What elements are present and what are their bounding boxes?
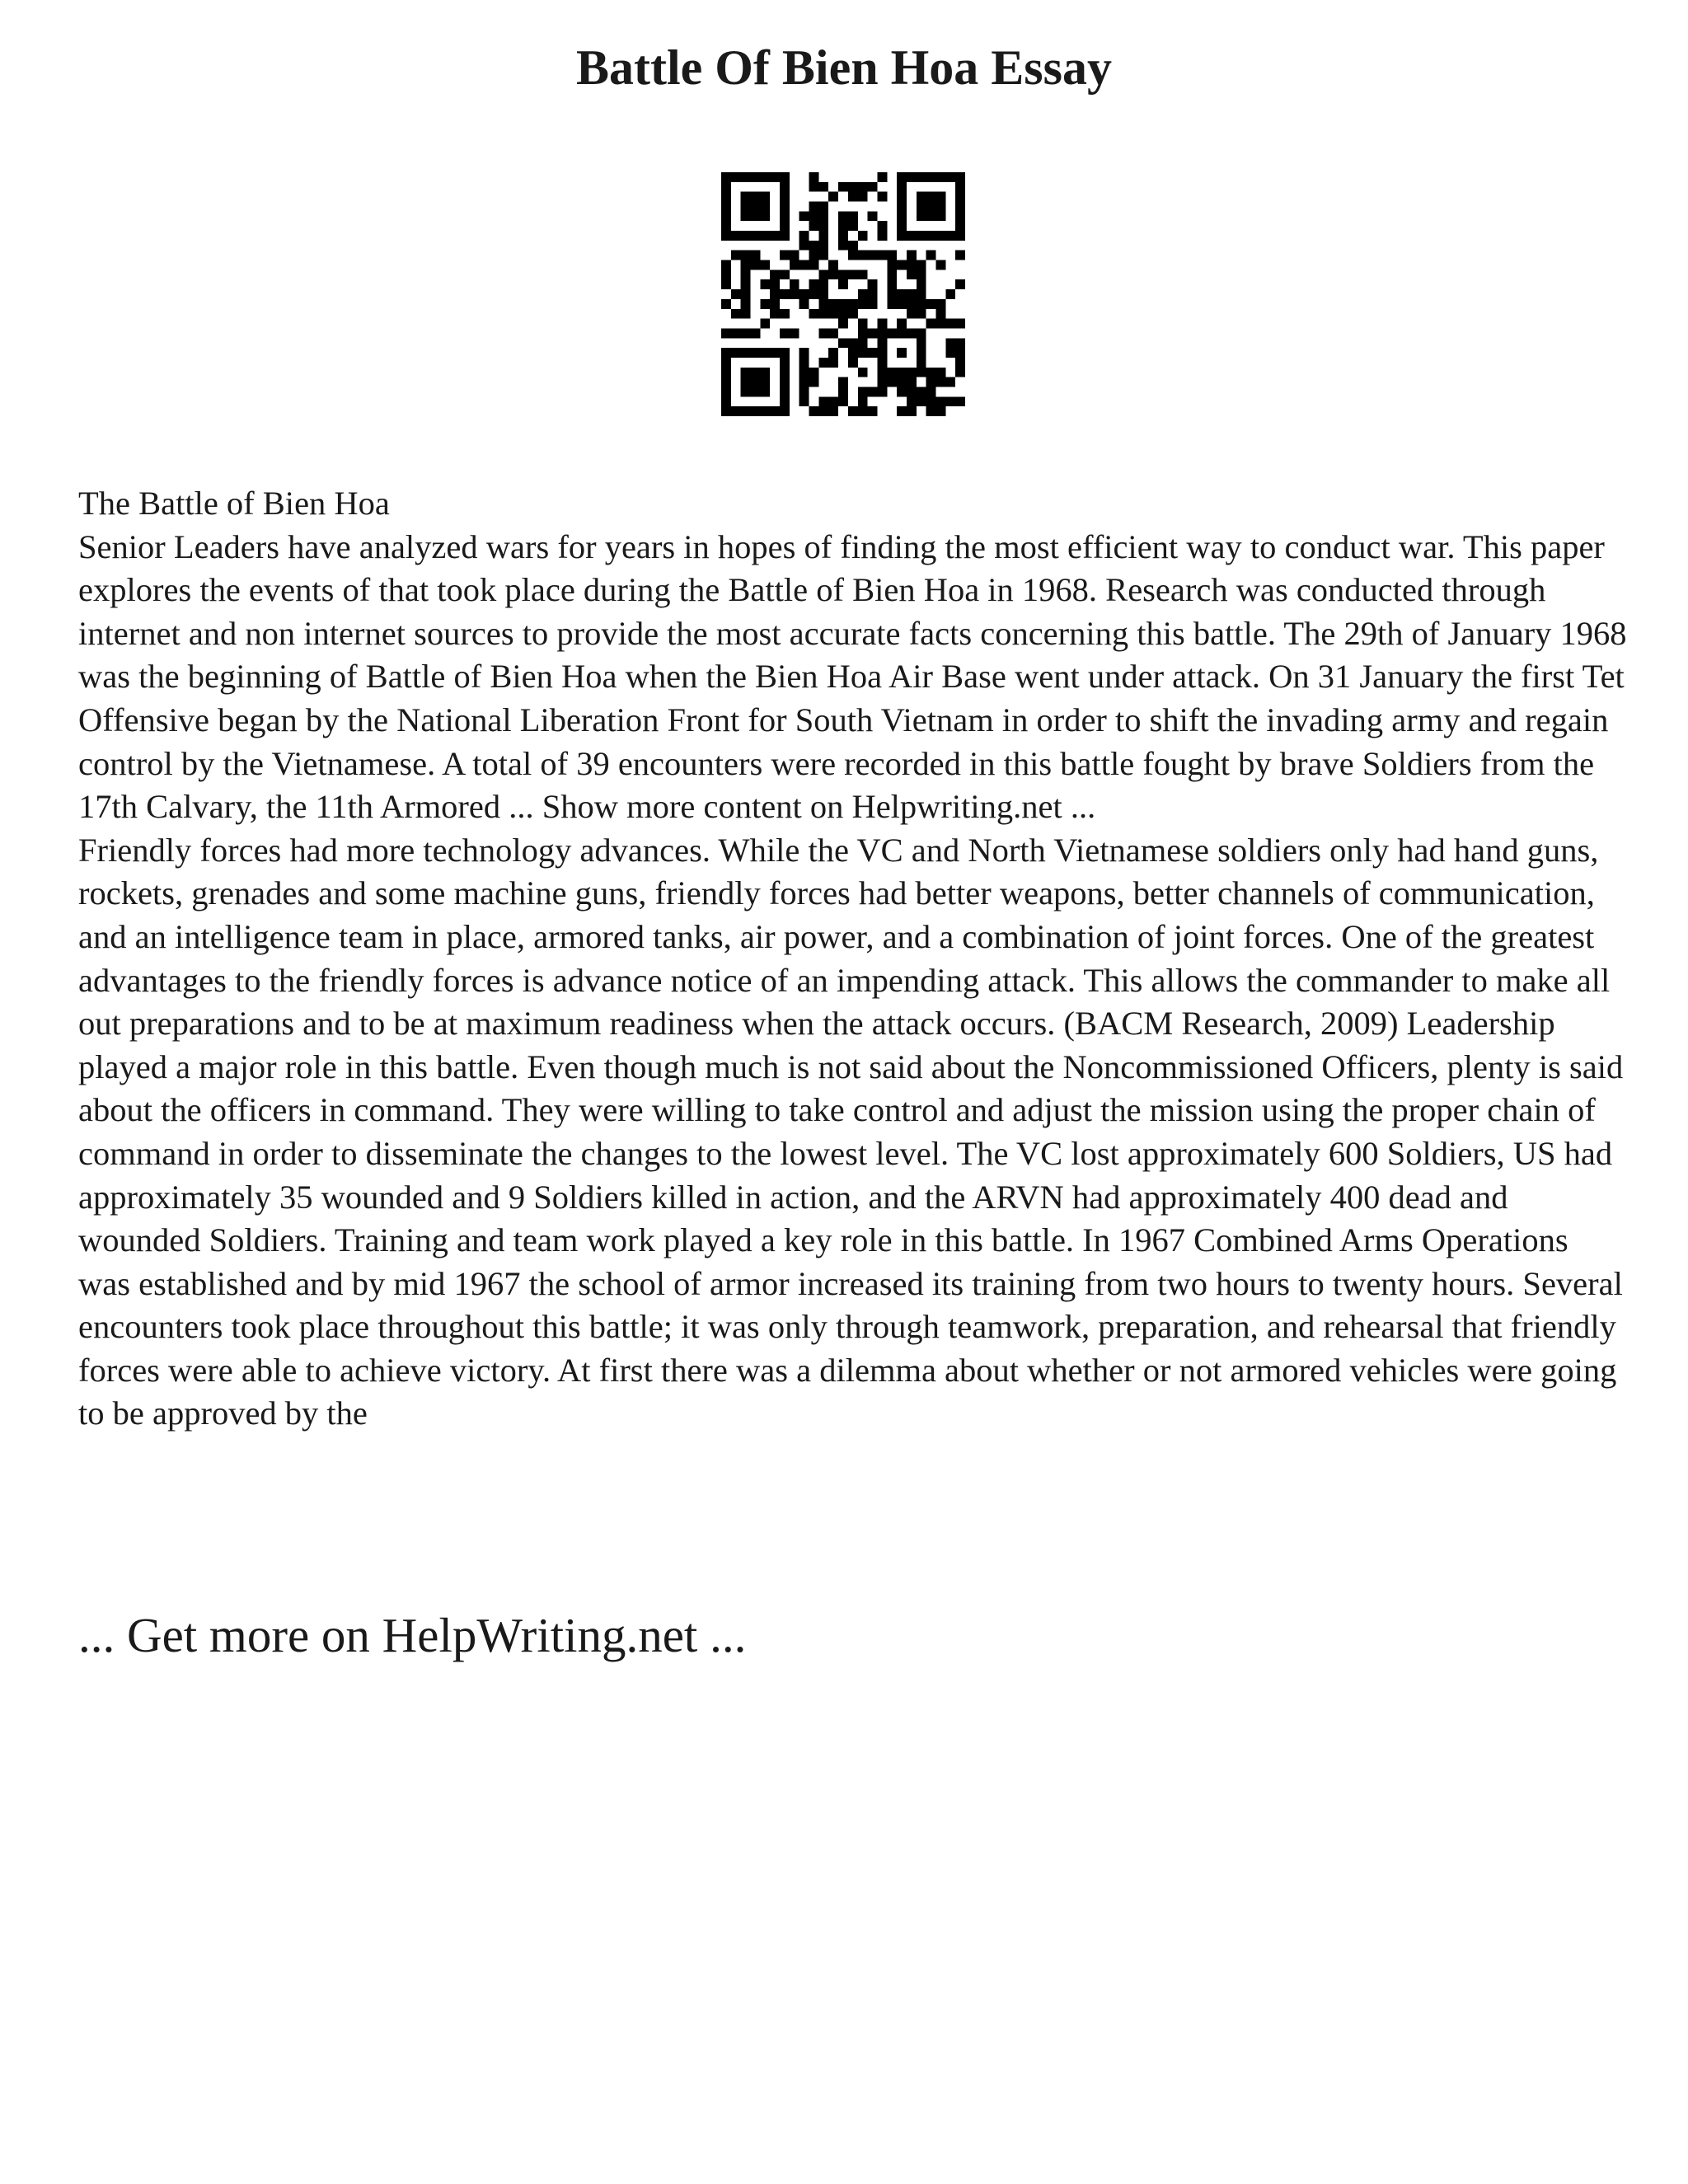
essay-paragraph: Friendly forces had more technology advances. While the VC and North Vietnamese soldiers only had hand guns, rockets, grenades and some machine guns, friendly forces had better weapons, better channels of communication, and an intelligence team in place, armored tanks, air power, and a combination of joint forces. One of the greatest advantages to the friendly forces is advance notice of an impending attack. This allows the commander to make all out preparations and to be at maximum readiness when the attack occurs. (BACM Research, 2009) Leadership played a major role in this battle. Even though much is not said about the Noncommissioned Officers, plenty is said about the officers in command. They were willing to take control and adjust the mission using the proper chain of command in order to disseminate the changes to the lowest level. The VC lost approximately 600 Soldiers, US had approximately 35 wounded and 9 Soldiers killed in action, and the ARVN had approximately 400 dead and wounded Soldiers. Training and team work played a key role in this battle. In 1967 Combined Arms Operations was established and by mid 1967 the school of armor increased its training from two hours to twenty hours. Several encounters took place throughout this battle; it was only through teamwork, preparation, and rehearsal that friendly forces were able to achieve victory. At first there was a dilemma about whether or not armored vehicles were going to be approved by the bbox=[78, 831, 1624, 1432]
get-more-link[interactable]: ... Get more on HelpWriting.net ... bbox=[78, 1608, 747, 1662]
essay-body bbox=[78, 482, 1628, 1436]
qr-code-icon[interactable] bbox=[721, 172, 965, 416]
essay-paragraph: Senior Leaders have analyzed wars for years in hopes of finding the most efficient way to conduct war. This paper explores the events of that took place during the Battle of Bien Hoa in 1968. Research was conducted through internet and non internet sources to provide the most accurate facts concerning this battle. The 29th of January 1968 was the beginning of Battle of Bien Hoa when the Bien Hoa Air Base went under attack. On 31 January the first Tet Offensive began by the National Liberation Front for South Vietnam in order to shift the invading army and regain control by the Vietnamese. A total of 39 encounters were recorded in this battle fought by brave Soldiers from the 17th Calvary, the 11th Armored ... Show more content on Helpwriting.net ... bbox=[78, 527, 1627, 826]
document-title: Battle Of Bien Hoa Essay bbox=[575, 40, 1112, 95]
essay-heading: The Battle of Bien Hoa bbox=[78, 485, 390, 522]
